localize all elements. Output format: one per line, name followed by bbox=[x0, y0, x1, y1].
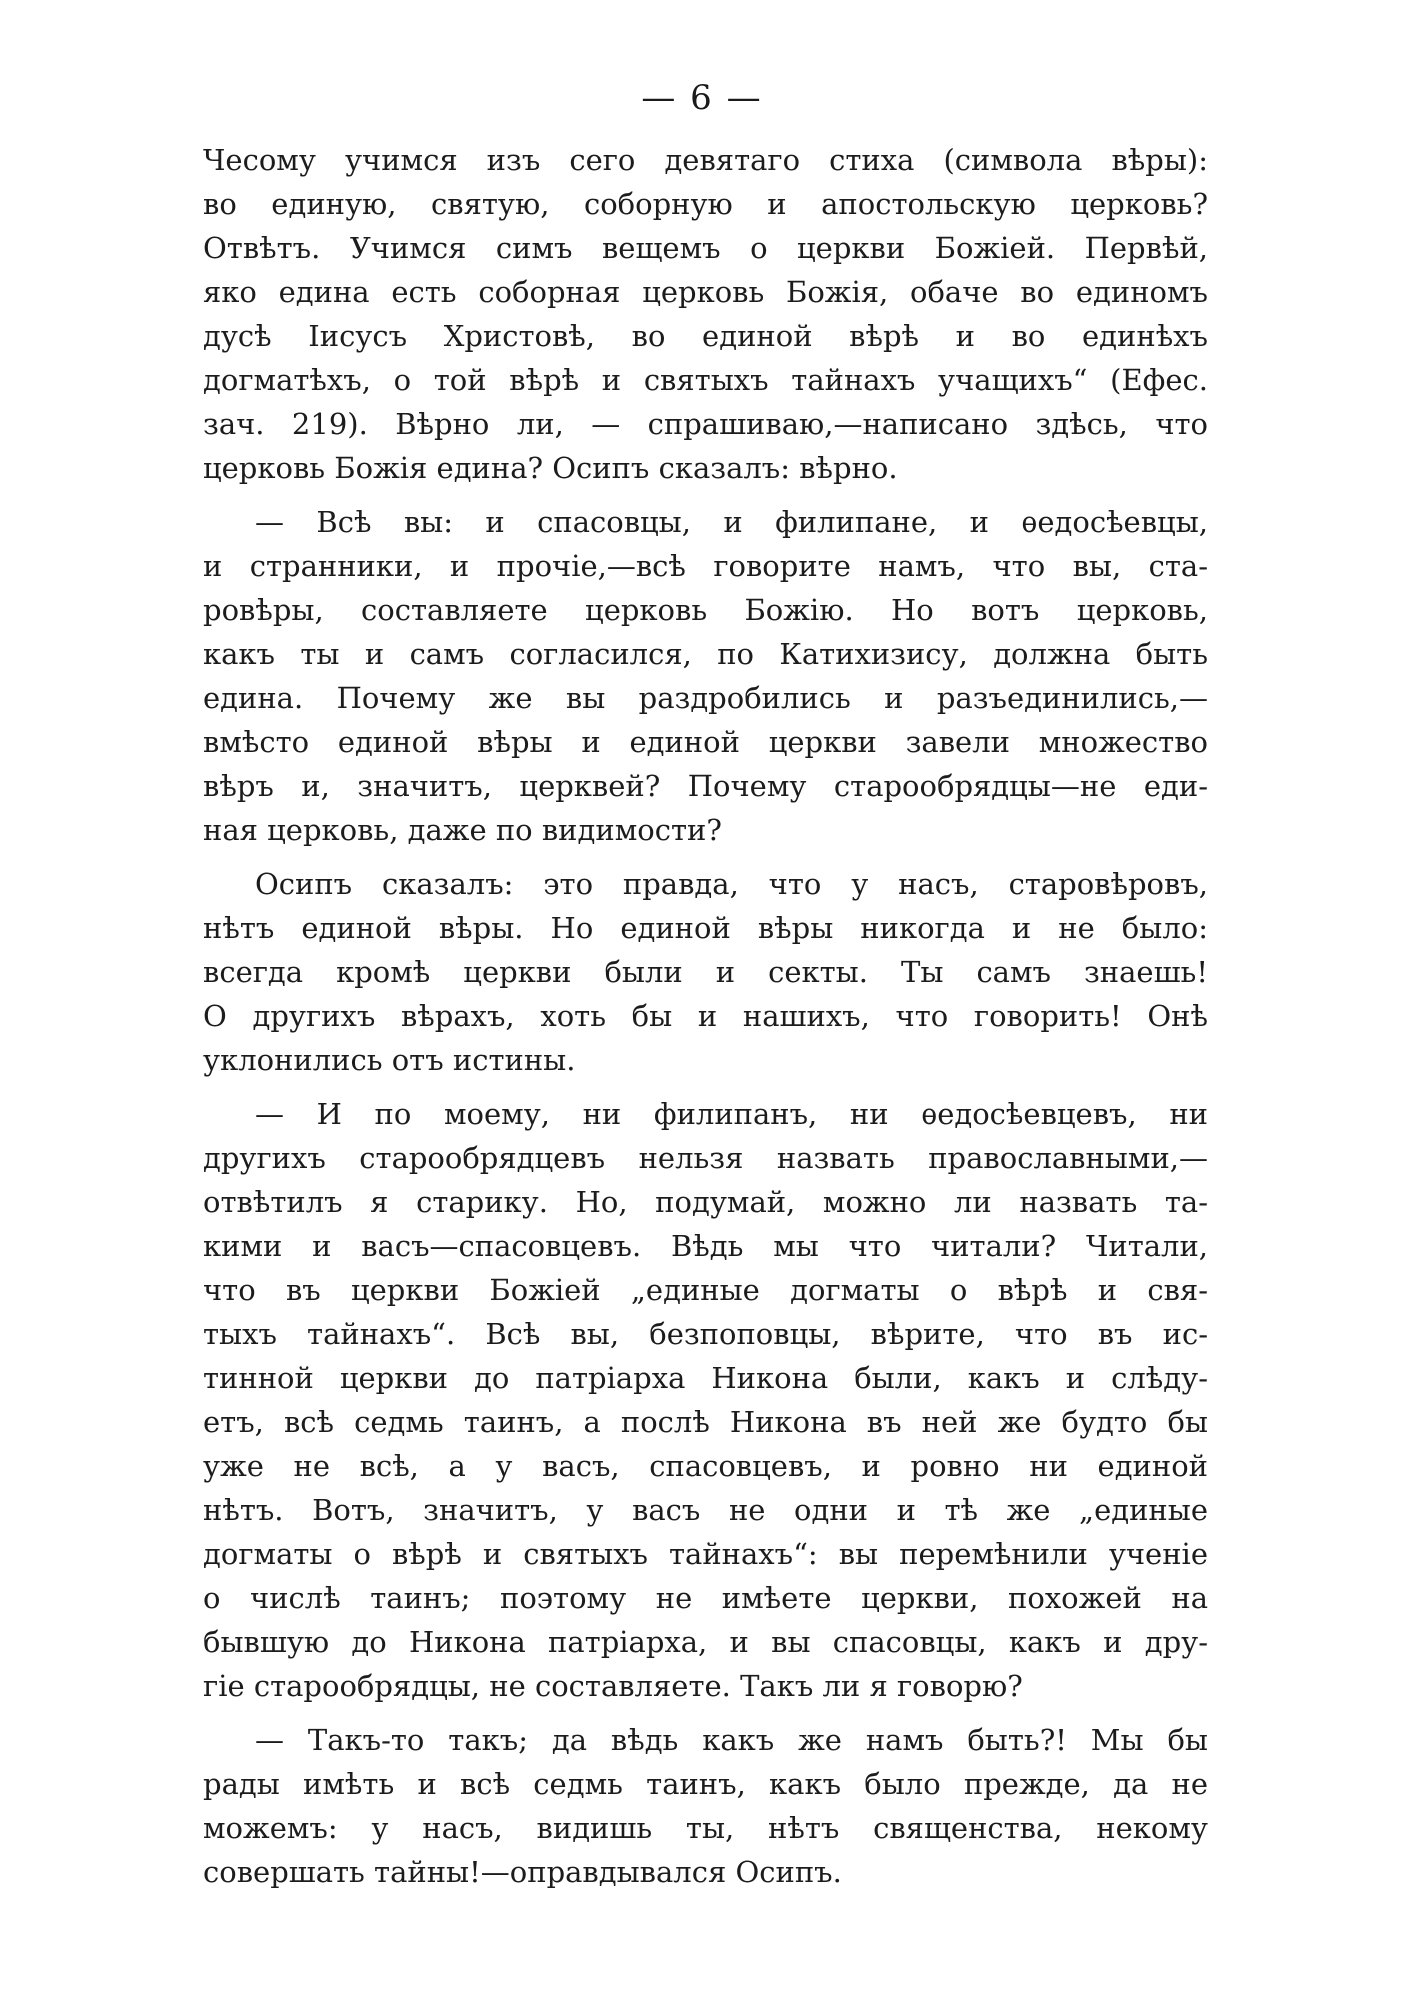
text-line: какъ ты и самъ согласился, по Катихизису, должна быть bbox=[203, 637, 1208, 671]
text-line: рады имѣть и всѣ седмь таинъ, какъ было прежде, да не bbox=[203, 1767, 1208, 1801]
text-line: всегда кромѣ церкви были и секты. Ты самъ знаешь! bbox=[203, 955, 1208, 989]
paragraph-gap bbox=[203, 852, 1208, 862]
text-line: Осипъ сказалъ: это правда, что у насъ, старовѣровъ, bbox=[255, 867, 1208, 901]
text-line: ная церковь, даже по видимости? bbox=[203, 813, 722, 847]
paragraph-gap bbox=[203, 1708, 1208, 1718]
paragraph-gap bbox=[203, 1082, 1208, 1092]
text-line: Отвѣтъ. Учимся симъ вещемъ о церкви Божіей. Первѣй, bbox=[203, 231, 1208, 265]
text-line: вѣръ и, значитъ, церквей? Почему старообрядцы—не еди- bbox=[203, 769, 1208, 803]
text-line: можемъ: у насъ, видишь ты, нѣтъ священства, некому bbox=[203, 1811, 1208, 1845]
text-line: отвѣтилъ я старику. Но, подумай, можно ли назвать та- bbox=[203, 1185, 1208, 1219]
text-line: церковь Божія едина? Осипъ сказалъ: вѣрно. bbox=[203, 451, 898, 485]
text-line: о числѣ таинъ; поэтому не имѣете церкви, похожей на bbox=[203, 1581, 1208, 1615]
text-line: догматы о вѣрѣ и святыхъ тайнахъ“: вы перемѣнили ученіе bbox=[203, 1537, 1208, 1571]
text-line: вмѣсто единой вѣры и единой церкви завели множество bbox=[203, 725, 1208, 759]
text-line: едина. Почему же вы раздробились и разъединились,— bbox=[203, 681, 1208, 715]
text-line: догматѣхъ, о той вѣрѣ и святыхъ тайнахъ учащихъ“ (Ефес. bbox=[203, 363, 1208, 397]
text-line: бывшую до Никона патріарха, и вы спасовцы, какъ и дру- bbox=[203, 1625, 1208, 1659]
text-line: тыхъ тайнахъ“. Всѣ вы, безпоповцы, вѣрите, что въ ис- bbox=[203, 1317, 1208, 1351]
text-line: нѣтъ единой вѣры. Но единой вѣры никогда и не было: bbox=[203, 911, 1208, 945]
text-line: уже не всѣ, а у васъ, спасовцевъ, и ровно ни единой bbox=[203, 1449, 1208, 1483]
text-line: совершать тайны!—оправдывался Осипъ. bbox=[203, 1855, 842, 1889]
text-line: етъ, всѣ седмь таинъ, а послѣ Никона въ ней же будто бы bbox=[203, 1405, 1208, 1439]
text-line: О другихъ вѣрахъ, хоть бы и нашихъ, что говорить! Онѣ bbox=[203, 999, 1208, 1033]
text-line: нѣтъ. Вотъ, значитъ, у васъ не одни и тѣ же „единые bbox=[203, 1493, 1208, 1527]
text-line: другихъ старообрядцевъ нельзя назвать православными,— bbox=[203, 1141, 1208, 1175]
text-line: ровѣры, составляете церковь Божію. Но вотъ церковь, bbox=[203, 593, 1208, 627]
text-line: что въ церкви Божіей „единые догматы о вѣрѣ и свя- bbox=[203, 1273, 1208, 1307]
text-line: дусѣ Іисусъ Христовѣ, во единой вѣрѣ и во единѣхъ bbox=[203, 319, 1208, 353]
text-line: гіе старообрядцы, не составляете. Такъ ли я говорю? bbox=[203, 1669, 1023, 1703]
text-line: кими и васъ—спасовцевъ. Вѣдь мы что читали? Читали, bbox=[203, 1229, 1208, 1263]
text-line: тинной церкви до патріарха Никона были, какъ и слѣду- bbox=[203, 1361, 1208, 1395]
page-number: — 6 — bbox=[641, 78, 763, 118]
text-line: зач. 219). Вѣрно ли, — спрашиваю,—написано здѣсь, что bbox=[203, 407, 1208, 441]
text-line: яко едина есть соборная церковь Божія, обаче во единомъ bbox=[203, 275, 1208, 309]
text-line: — И по моему, ни филипанъ, ни ѳедосѣевцевъ, ни bbox=[255, 1097, 1208, 1131]
body-text bbox=[203, 138, 1208, 1894]
text-line: уклонились отъ истины. bbox=[203, 1043, 576, 1077]
text-line: и странники, и прочіе,—всѣ говорите намъ, что вы, ста- bbox=[203, 549, 1208, 583]
text-line: — Всѣ вы: и спасовцы, и филипане, и ѳедосѣевцы, bbox=[255, 505, 1208, 539]
text-line: Чесому учимся изъ сего девятаго стиха (символа вѣры): bbox=[203, 143, 1208, 177]
text-line: — Такъ-то такъ; да вѣдь какъ же намъ быть?! Мы бы bbox=[255, 1723, 1208, 1757]
paragraph-gap bbox=[203, 490, 1208, 500]
text-line: во единую, святую, соборную и апостольскую церковь? bbox=[203, 187, 1208, 221]
